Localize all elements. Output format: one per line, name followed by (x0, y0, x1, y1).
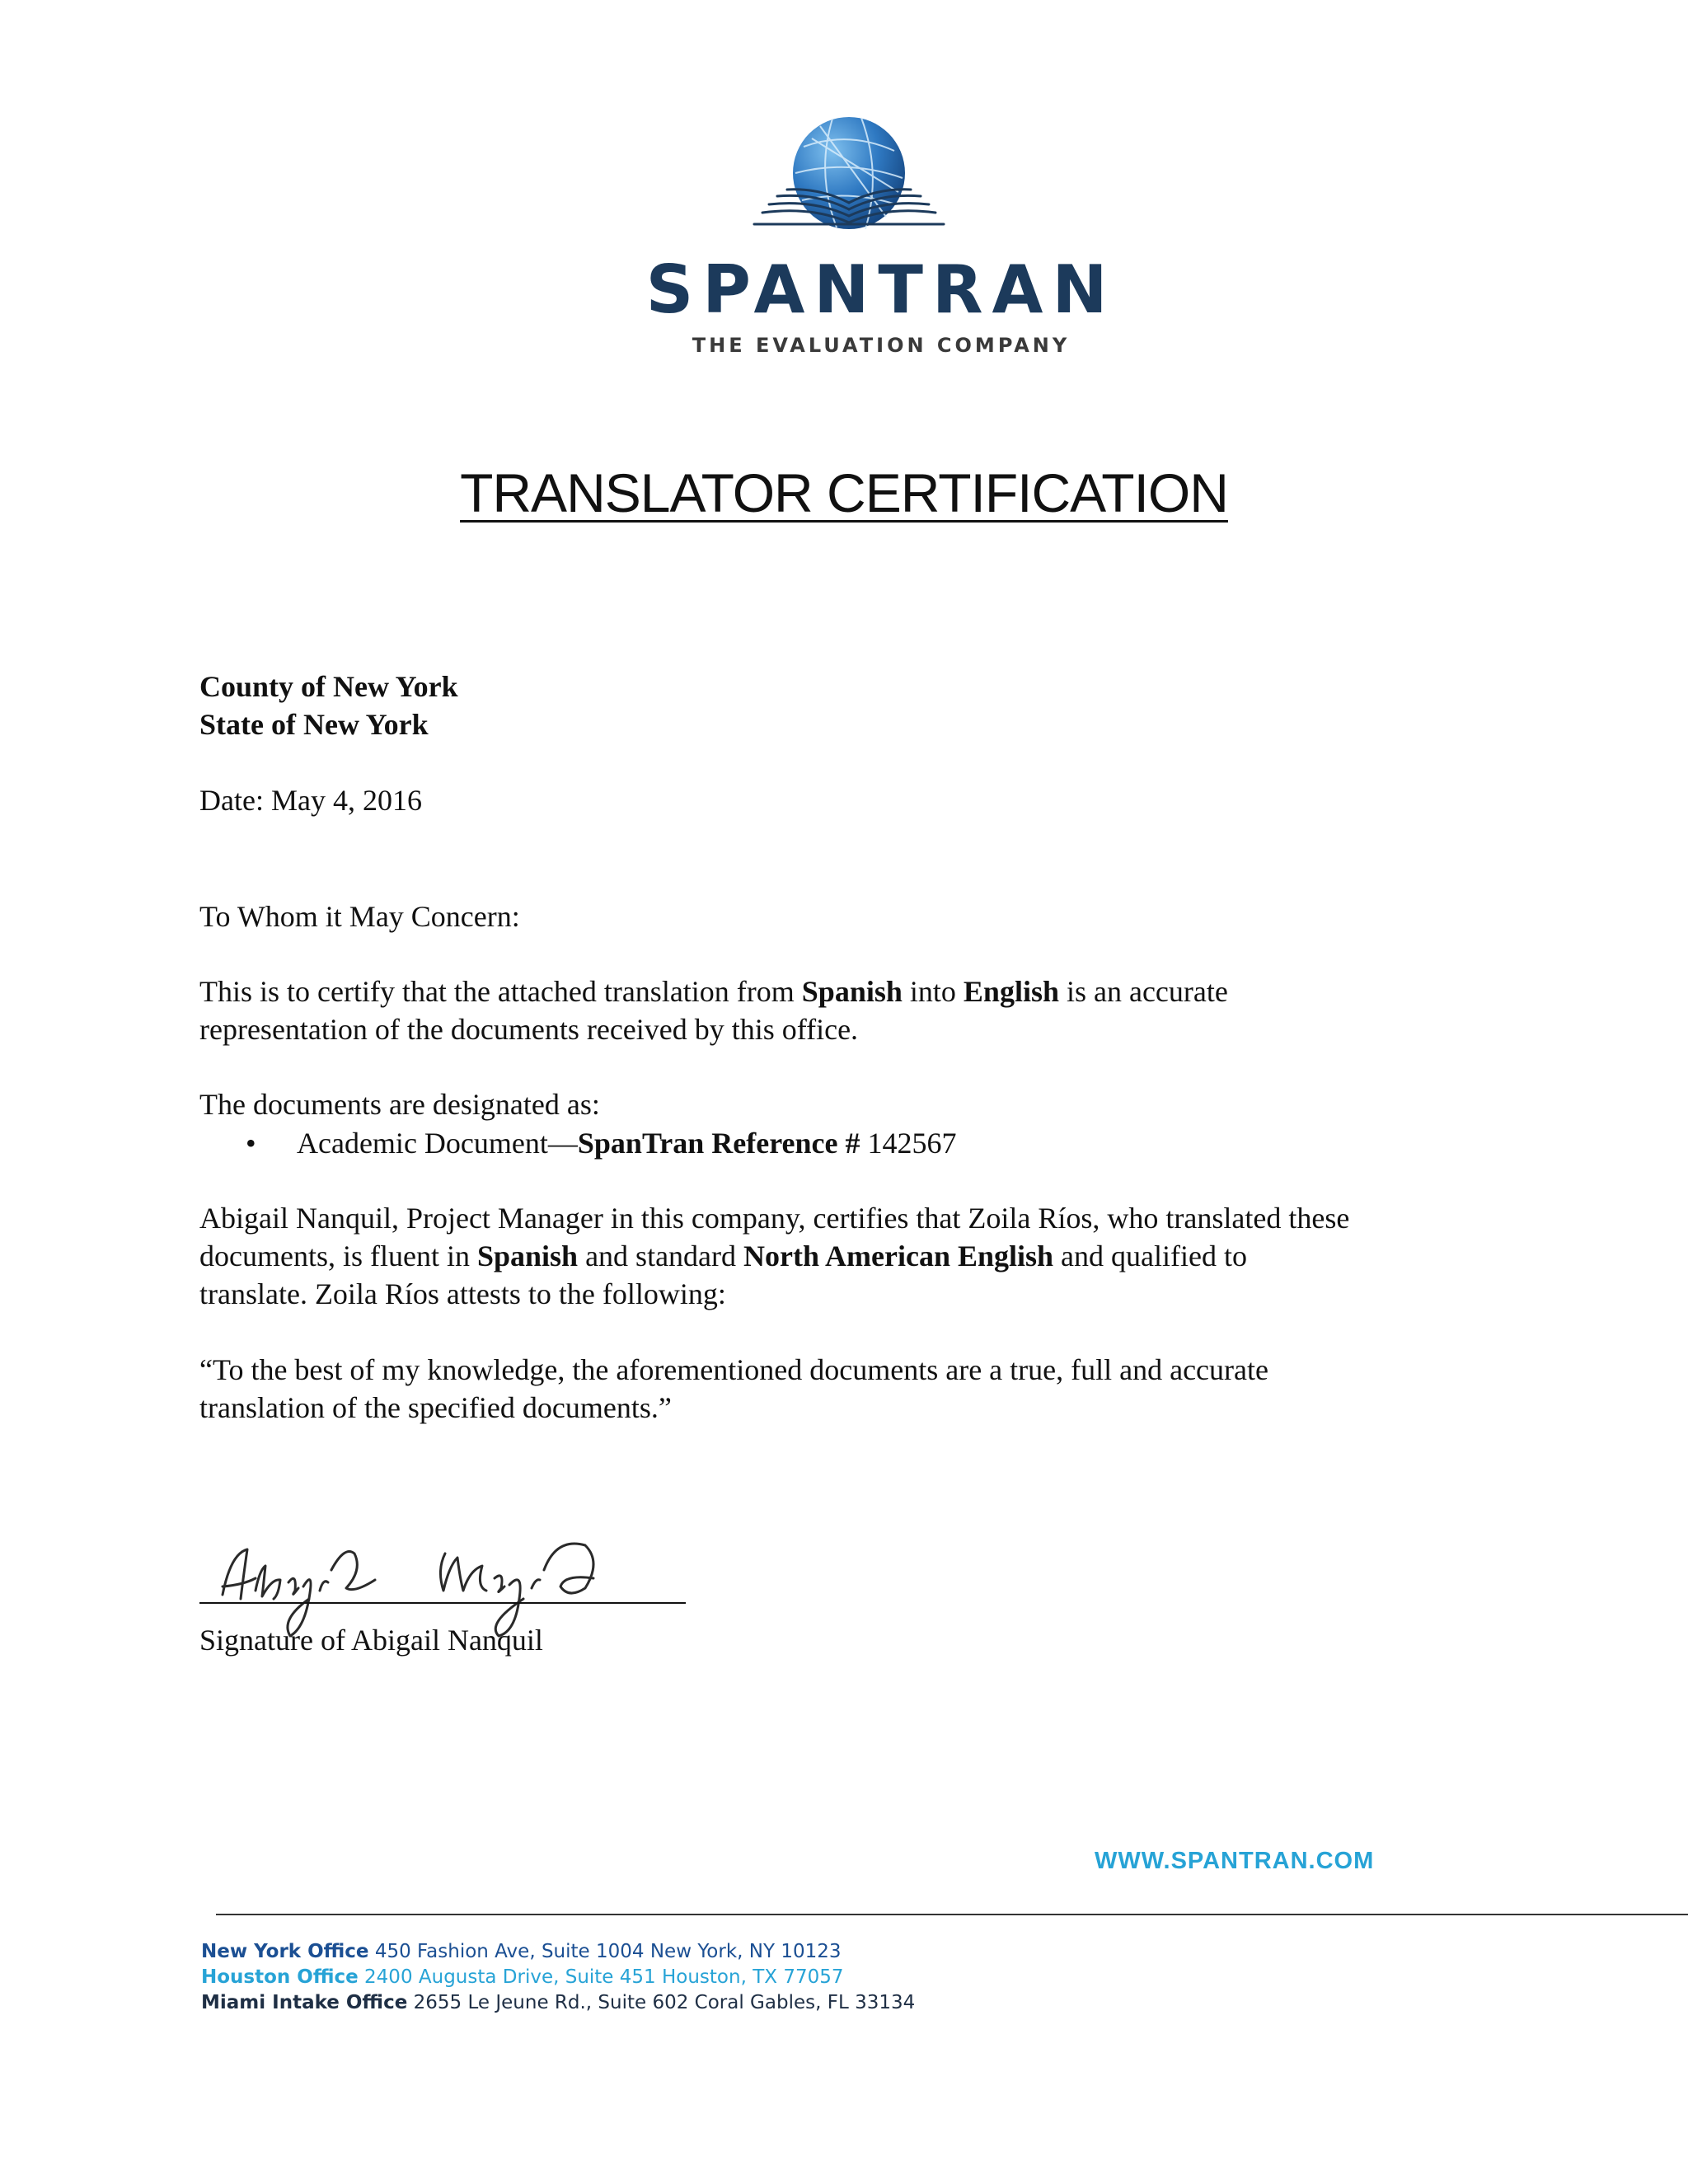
certify-paragraph-line1: This is to certify that the attached translation from Spanish into English is an accurate (199, 975, 1228, 1008)
state-line: State of New York (199, 708, 429, 741)
designated-intro: The documents are designated as: (199, 1088, 600, 1121)
page-title: TRANSLATOR CERTIFICATION (460, 462, 1228, 523)
website-link[interactable]: WWW.SPANTRAN.COM (1095, 1848, 1375, 1874)
brand-tagline: THE EVALUATION COMPANY (692, 334, 1071, 357)
office-houston: Houston Office 2400 Augusta Drive, Suite 451 Houston, TX 77057 (201, 1966, 844, 1988)
bullet-icon: • (246, 1127, 256, 1160)
signature-line (199, 1602, 686, 1604)
quote-line2: translation of the specified documents.” (199, 1391, 672, 1424)
county-line: County of New York (199, 670, 458, 703)
certify-paragraph-line2: representation of the documents received by this office. (199, 1013, 859, 1046)
office-new-york: New York Office 450 Fashion Ave, Suite 1004 New York, NY 10123 (201, 1941, 842, 1962)
manager-paragraph-line3: translate. Zoila Ríos attests to the following: (199, 1277, 726, 1310)
open-book-icon (746, 175, 952, 232)
signature-caption: Signature of Abigail Nanquil (199, 1624, 543, 1657)
brand-name: SPANTRAN (645, 251, 1117, 328)
manager-paragraph-line1: Abigail Nanquil, Project Manager in this company, certifies that Zoila Ríos, who translated these (199, 1202, 1350, 1235)
date-line: Date: May 4, 2016 (199, 784, 422, 817)
footer-divider (216, 1914, 1688, 1915)
manager-paragraph-line2: documents, is fluent in Spanish and standard North American English and qualified to (199, 1240, 1247, 1272)
designated-item: Academic Document—SpanTran Reference # 142567 (297, 1127, 957, 1160)
office-miami: Miami Intake Office 2655 Le Jeune Rd., Suite 602 Coral Gables, FL 33134 (201, 1992, 916, 2013)
salutation: To Whom it May Concern: (199, 900, 520, 933)
quote-line1: “To the best of my knowledge, the aforementioned documents are a true, full and accurate (199, 1353, 1268, 1386)
